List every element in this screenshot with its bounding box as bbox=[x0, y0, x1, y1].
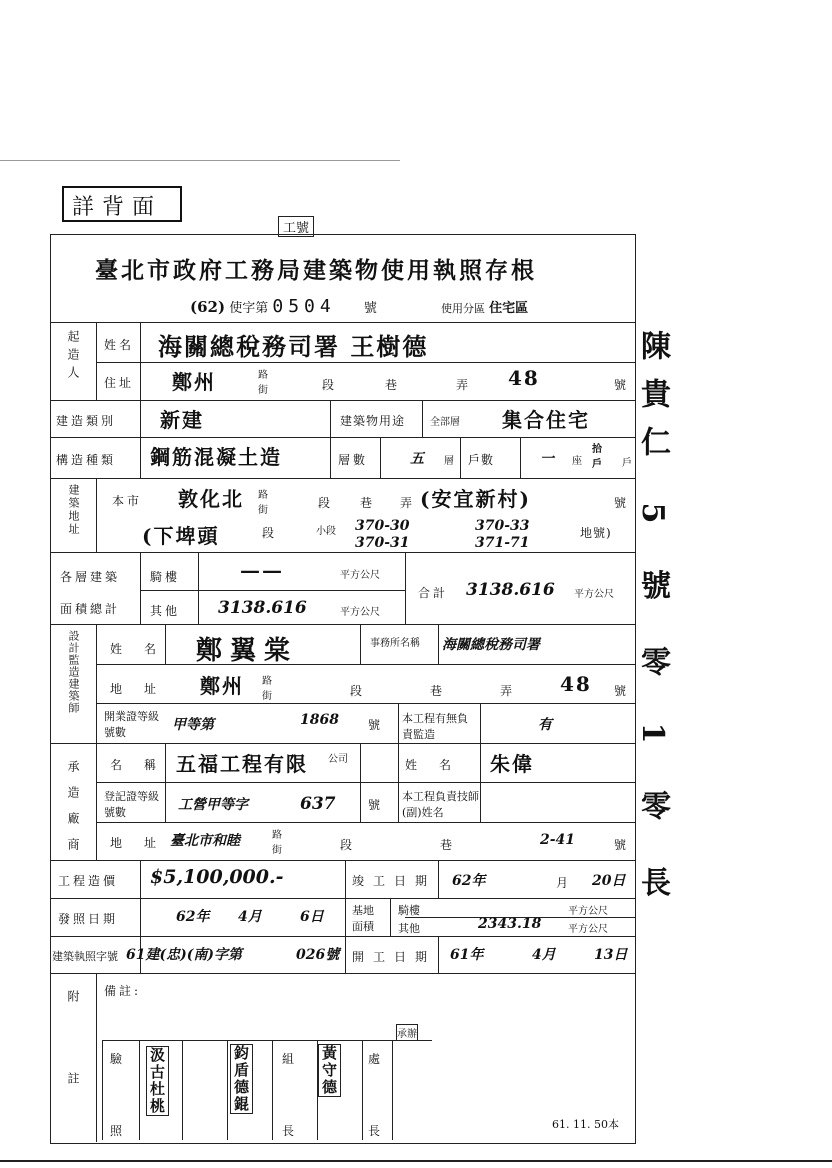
usage-label: 建築物用途 bbox=[340, 414, 406, 428]
license-line bbox=[190, 296, 528, 317]
site-sub-sec: 段 bbox=[262, 526, 278, 540]
grid-line bbox=[438, 624, 439, 664]
grid-line bbox=[345, 860, 346, 973]
build-type-label: 建造類別 bbox=[56, 414, 117, 428]
issue-day: 6日 bbox=[300, 909, 324, 925]
contractor-addr-hao: 號 bbox=[614, 838, 630, 852]
site-section-label: 建築地址 bbox=[67, 484, 80, 536]
site-name: (安宜新村) bbox=[420, 487, 531, 511]
site-lot-4: 371-71 bbox=[475, 535, 530, 551]
households-unit: 戶 bbox=[622, 458, 632, 469]
site-lot-1: 370-30 bbox=[355, 518, 410, 534]
builder-addr-no: 48 bbox=[508, 366, 540, 390]
builder-addr-road: 路街 bbox=[258, 370, 268, 396]
start-year: 61年 bbox=[450, 947, 484, 963]
signoff-bottom-4: 長 bbox=[282, 1124, 298, 1138]
site-sub-small: 小段 bbox=[316, 526, 336, 537]
start-month: 4月 bbox=[532, 947, 556, 963]
contractor-name: 五福工程有限 bbox=[176, 752, 308, 776]
grid-line bbox=[520, 437, 521, 478]
grid-line bbox=[140, 552, 141, 624]
designer-addr-sec: 段 bbox=[350, 684, 366, 698]
site-city: 本市 bbox=[112, 494, 143, 508]
contractor-reg-hao: 號 bbox=[368, 798, 384, 812]
form-code: 61. 11. 50本 bbox=[552, 1118, 619, 1131]
completion-label: 竣工日期 bbox=[352, 874, 437, 888]
area-arcade-value: —— bbox=[240, 558, 284, 582]
base-other: 其他 bbox=[398, 922, 420, 935]
grid-line bbox=[50, 936, 636, 937]
designer-section-label: 設計監造建築師 bbox=[67, 630, 80, 714]
contractor-tech-label: 本工程負責技師(副)姓名 bbox=[402, 790, 479, 819]
margin-text: 陳貴仁 5 號 零 1 零 長 bbox=[635, 330, 670, 915]
grid-line bbox=[50, 478, 636, 479]
site-lot-2: 370-33 bbox=[475, 518, 530, 534]
contractor-reg-value: 工營甲等字 bbox=[178, 797, 248, 813]
base-other-value: 2343.18 bbox=[478, 916, 542, 932]
households: 拾戶 bbox=[592, 444, 602, 470]
notes-remark: 備註: bbox=[104, 984, 142, 998]
grid-line bbox=[50, 552, 636, 553]
builder-addr-sec: 段 bbox=[322, 378, 338, 392]
contractor-addr-no: 2-41 bbox=[540, 832, 576, 848]
builder-addr-hao: 號 bbox=[614, 378, 630, 392]
area-other-value: 3138.616 bbox=[218, 598, 307, 618]
builder-section-label: 起造人 bbox=[66, 330, 80, 384]
builder-addr-label: 住址 bbox=[104, 376, 135, 390]
grid-line bbox=[140, 590, 405, 591]
work-tag: 工號 bbox=[278, 216, 314, 237]
designer-name-label: 姓名 bbox=[110, 642, 179, 656]
contractor-reg-label: 登記證等級號數 bbox=[104, 790, 159, 819]
signoff-seal-1: 汲古杜桃 bbox=[146, 1046, 169, 1116]
contractor-person-label: 姓名 bbox=[405, 758, 474, 772]
units-label: 戶數 bbox=[468, 453, 495, 467]
area-section-1: 各層建築 bbox=[60, 570, 121, 584]
completion-month: 月 bbox=[556, 876, 572, 890]
back-stamp bbox=[62, 186, 182, 222]
site-lot-label: 地號) bbox=[580, 526, 612, 540]
usage-value: 集合住宅 bbox=[502, 408, 590, 432]
grid-line bbox=[50, 898, 636, 899]
designer-addr-alley: 弄 bbox=[500, 684, 516, 698]
grid-line bbox=[272, 1040, 273, 1140]
license-suffix: 號 bbox=[363, 301, 377, 316]
contractor-addr-label: 地址 bbox=[110, 836, 179, 850]
grid-line bbox=[140, 322, 141, 400]
grid-line bbox=[96, 624, 97, 860]
floors-label: 層數 bbox=[338, 453, 369, 467]
site-alley: 弄 bbox=[400, 496, 416, 510]
grid-line bbox=[96, 362, 636, 363]
license-number: 0504 bbox=[272, 296, 336, 317]
area-unit-1: 平方公尺 bbox=[340, 570, 380, 581]
usage-floors-note: 全部層 bbox=[430, 417, 460, 428]
zone-value: 住宅區 bbox=[489, 301, 529, 316]
grid-line bbox=[50, 973, 636, 974]
contractor-reg-num: 637 bbox=[300, 794, 336, 814]
contractor-person: 朱偉 bbox=[490, 752, 534, 776]
site-lot-3: 370-31 bbox=[355, 535, 410, 551]
base-arcade: 騎樓 bbox=[398, 904, 420, 917]
grid-line bbox=[438, 936, 439, 973]
notes-label: 附註 bbox=[66, 990, 80, 1154]
designer-addr-road: 路街 bbox=[262, 676, 272, 702]
designer-office: 海關總稅務司署 bbox=[442, 637, 540, 653]
builder-addr-lane: 巷 bbox=[385, 378, 401, 392]
designer-cert-hao: 號 bbox=[368, 718, 384, 732]
issue-month: 4月 bbox=[238, 909, 262, 925]
signoff-bottom-6: 長 bbox=[368, 1124, 384, 1138]
designer-cert-grade: 甲等第 bbox=[172, 717, 214, 733]
contractor-addr-road: 路街 bbox=[272, 830, 282, 856]
grid-line bbox=[139, 1040, 140, 1140]
designer-addr-no: 48 bbox=[560, 672, 592, 696]
designer-addr-lane: 巷 bbox=[430, 684, 446, 698]
grid-line bbox=[480, 743, 481, 822]
grid-line bbox=[460, 437, 461, 478]
designer-cert-num: 1868 bbox=[300, 712, 339, 728]
designer-office-label: 事務所名稱 bbox=[370, 638, 420, 649]
grid-line bbox=[360, 624, 361, 664]
floors-unit: 層 bbox=[444, 456, 454, 467]
grid-line bbox=[360, 743, 361, 822]
build-type-value: 新建 bbox=[160, 408, 204, 432]
contractor-section-label: 承造廠商 bbox=[66, 760, 80, 864]
contractor-name-suffix: 公司 bbox=[328, 754, 348, 765]
permit-value: 61建(忠)(南)字第 bbox=[126, 947, 242, 963]
signoff-bottom-1: 照 bbox=[110, 1124, 126, 1138]
grid-line bbox=[330, 400, 331, 478]
area-unit-2: 平方公尺 bbox=[340, 607, 380, 618]
grid-line bbox=[50, 400, 636, 401]
license-prefix: (62) bbox=[190, 298, 226, 316]
grid-line bbox=[380, 437, 381, 478]
site-road: 路街 bbox=[258, 490, 268, 516]
designer-addr-city: 鄭州 bbox=[200, 674, 244, 698]
grid-line bbox=[198, 552, 199, 624]
grid-line bbox=[227, 1040, 228, 1140]
site-lane: 巷 bbox=[360, 496, 376, 510]
grid-line bbox=[405, 552, 406, 624]
completion-day: 20日 bbox=[592, 873, 626, 889]
contractor-addr-lane: 巷 bbox=[440, 838, 456, 852]
form-title: 臺北市政府工務局建築物使用執照存根 bbox=[95, 257, 537, 284]
signoff-top-4: 組 bbox=[282, 1052, 298, 1066]
builder-addr-alley: 弄 bbox=[456, 378, 472, 392]
license-type: 使字第 bbox=[229, 301, 269, 316]
bottom-rule bbox=[0, 1160, 832, 1162]
grid-line bbox=[398, 743, 399, 822]
scan-line bbox=[0, 160, 400, 161]
cost-value: $5,100,000.- bbox=[150, 866, 284, 888]
units-value: 一 bbox=[540, 451, 554, 467]
designer-super-value: 有 bbox=[538, 717, 552, 733]
grid-line bbox=[96, 822, 636, 823]
site-hao: 號 bbox=[614, 496, 630, 510]
signoff-note-0: 承辦 bbox=[396, 1024, 418, 1041]
structure-label: 構造種類 bbox=[56, 453, 117, 467]
site-district: 敦化北 bbox=[178, 487, 244, 511]
grid-line bbox=[438, 860, 439, 898]
issue-year: 62年 bbox=[176, 909, 210, 925]
contractor-addr-city: 臺北市和睦 bbox=[170, 833, 240, 849]
grid-line bbox=[50, 624, 636, 625]
grid-line bbox=[50, 437, 636, 438]
grid-line bbox=[398, 703, 399, 743]
base-unit-1: 平方公尺 bbox=[568, 906, 608, 917]
signoff-top-1: 驗 bbox=[110, 1052, 126, 1066]
grid-line bbox=[96, 664, 636, 665]
designer-cert-label: 開業證等級號數 bbox=[104, 710, 159, 739]
grid-line bbox=[50, 860, 636, 861]
permit-label: 建築執照字號 bbox=[52, 950, 118, 963]
grid-line bbox=[96, 973, 97, 1142]
signoff-seal-3: 鈞盾德錕 bbox=[230, 1044, 253, 1114]
designer-name: 鄭翼棠 bbox=[196, 636, 299, 666]
grid-line bbox=[422, 400, 423, 437]
grid-line bbox=[392, 1040, 393, 1140]
designer-super-label: 本工程有無負責監造 bbox=[402, 712, 468, 741]
site-sec: 段 bbox=[318, 496, 334, 510]
grid-line bbox=[182, 1040, 183, 1140]
grid-line bbox=[362, 1040, 363, 1140]
base-label: 基地面積 bbox=[352, 904, 374, 933]
area-arcade-label: 騎樓 bbox=[150, 570, 181, 584]
area-total-label: 合計 bbox=[418, 586, 449, 600]
grid-line bbox=[102, 1040, 432, 1041]
issue-label: 發照日期 bbox=[58, 912, 119, 926]
designer-addr-label: 地址 bbox=[110, 682, 179, 696]
grid-line bbox=[102, 1040, 103, 1140]
area-other-label: 其他 bbox=[150, 604, 181, 618]
grid-line bbox=[96, 703, 636, 704]
designer-addr-hao: 號 bbox=[614, 684, 630, 698]
signoff-top-6: 處 bbox=[368, 1052, 384, 1066]
area-total-unit: 平方公尺 bbox=[574, 589, 614, 600]
units-unit: 座 bbox=[572, 456, 582, 467]
grid-line bbox=[96, 322, 97, 400]
floors-value: 五 bbox=[410, 451, 424, 467]
grid-line bbox=[50, 743, 636, 744]
permit-num: 026號 bbox=[296, 947, 340, 963]
builder-name: 海關總稅務司署 王樹德 bbox=[158, 332, 429, 361]
grid-line bbox=[50, 322, 636, 323]
structure-value: 鋼筋混凝土造 bbox=[150, 445, 282, 469]
zone-label: 使用分區 bbox=[441, 302, 486, 315]
area-section-2: 面積總計 bbox=[60, 602, 121, 616]
grid-line bbox=[96, 478, 97, 552]
start-day: 13日 bbox=[594, 947, 628, 963]
grid-line bbox=[480, 703, 481, 743]
site-sub: (下埤頭 bbox=[142, 524, 220, 548]
area-total-value: 3138.616 bbox=[466, 580, 555, 600]
grid-line bbox=[96, 782, 636, 783]
grid-line bbox=[140, 400, 141, 478]
grid-line bbox=[390, 898, 391, 936]
signoff-seal-5: 黃守德 bbox=[318, 1044, 341, 1097]
builder-addr-city: 鄭州 bbox=[172, 370, 216, 394]
contractor-addr-sec: 段 bbox=[340, 838, 356, 852]
contractor-name-label: 名稱 bbox=[110, 758, 179, 772]
cost-label: 工程造價 bbox=[58, 874, 119, 888]
back-stamp-text: 詳背面 bbox=[72, 195, 163, 220]
completion-year: 62年 bbox=[452, 873, 486, 889]
signoff-strip bbox=[102, 1040, 432, 1140]
base-unit-2: 平方公尺 bbox=[568, 924, 608, 935]
builder-name-label: 姓名 bbox=[104, 338, 135, 352]
start-label: 開工日期 bbox=[352, 950, 437, 964]
